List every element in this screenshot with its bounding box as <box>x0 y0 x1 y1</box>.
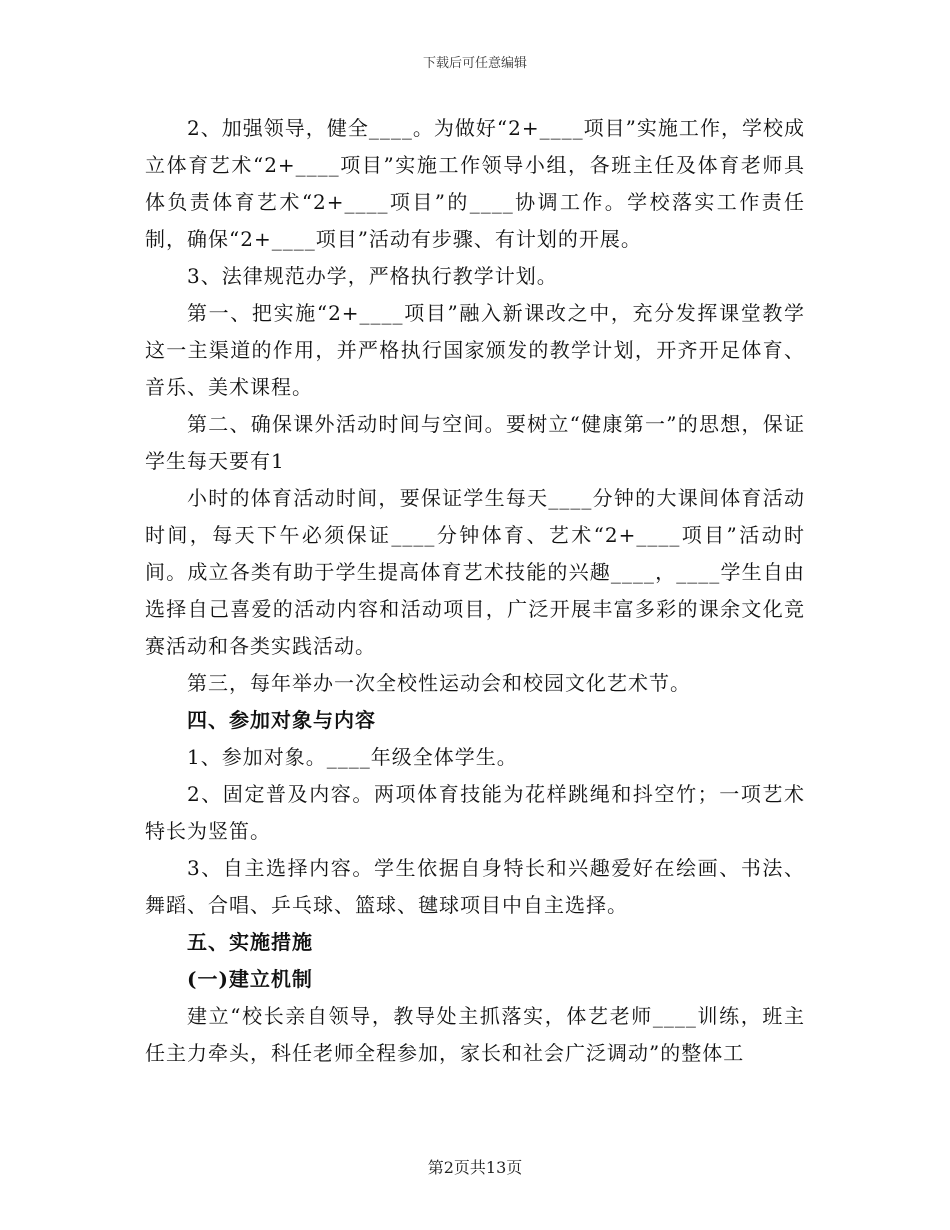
subsection-heading-mechanism: (一)建立机制 <box>187 967 313 991</box>
paragraph-mechanism: 建立“校长亲自领导，教导处主抓落实，体艺老师____训练，班主任主力牵头，科任老师全程参加，家长和社会广泛调动”的整体工 <box>145 1004 805 1065</box>
paragraph-third: 第三，每年举办一次全校性运动会和校园文化艺术节。 <box>187 671 691 695</box>
paragraph-optional-content: 3、自主选择内容。学生依据自身特长和兴趣爱好在绘画、书法、舞蹈、合唱、乒乓球、篮球、毽球项目中自主选择。 <box>145 856 805 917</box>
page-header: 下载后可任意编辑 <box>422 56 527 71</box>
paragraph-activity-time: 小时的体育活动时间，要保证学生每天____分钟的大课间体育活动时间，每天下午必须保证____分钟体育、艺术“2+____项目”活动时间。成立各类有助于学生提高体育艺术技能的兴趣____，____学生自由选择自己喜爱的活动内容和活动项目，广泛开展丰富多彩的课余文化竞赛活动和各类实践活动。 <box>145 486 805 658</box>
section-heading-participants: 四、参加对象与内容 <box>187 708 376 732</box>
section-heading-measures: 五、实施措施 <box>187 930 313 954</box>
paragraph-second: 第二、确保课外活动时间与空间。要树立“健康第一”的思想，保证学生每天要有1 <box>145 412 805 473</box>
paragraph-fixed-content: 2、固定普及内容。两项体育技能为花样跳绳和抖空竹；一项艺术特长为竖笛。 <box>145 782 805 843</box>
paragraph-first: 第一、把实施“2+____项目”融入新课改之中，充分发挥课堂教学这一主渠道的作用，并严格执行国家颁发的教学计划，开齐开足体育、音乐、美术课程。 <box>145 301 805 399</box>
document-body <box>145 110 805 1072</box>
page-footer: 第2页共13页 <box>427 1158 523 1177</box>
paragraph-participants: 1、参加对象。____年级全体学生。 <box>187 745 518 769</box>
paragraph-lawful-teaching: 3、法律规范办学，严格执行教学计划。 <box>187 264 558 288</box>
paragraph-strengthen-leadership: 2、加强领导，健全____。为做好“2+____项目”实施工作，学校成立体育艺术“2+____项目”实施工作领导小组，各班主任及体育老师具体负责体育艺术“2+____项目”的____协调工作。学校落实工作责任制，确保“2+____项目”活动有步骤、有计划的开展。 <box>145 116 805 251</box>
